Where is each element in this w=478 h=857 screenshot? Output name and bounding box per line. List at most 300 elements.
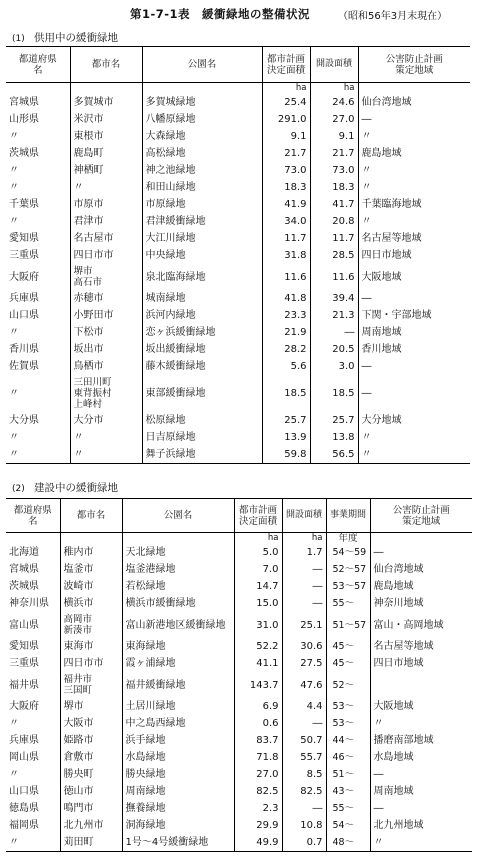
cell-park-name: 市原緑地 xyxy=(142,196,262,213)
cell-city: 東根市 xyxy=(70,128,142,145)
cell-park-name: 周南緑地 xyxy=(122,783,234,800)
cell-planned-area: 59.8 xyxy=(262,446,310,464)
cell-prefecture: 〃 xyxy=(9,182,19,193)
cell-pollution-area xyxy=(370,672,472,698)
under-construction-green-buffer-table xyxy=(6,498,472,852)
cell-opened-area: 4.4 xyxy=(282,698,326,715)
cell-opened-area: 0.7 xyxy=(282,834,326,852)
cell-planned-area: 28.2 xyxy=(262,341,310,358)
cell-planned-area: 291.0 xyxy=(262,111,310,128)
cell-prefecture: 〃 xyxy=(9,165,19,176)
cell-pollution-area: ― xyxy=(358,358,470,375)
table-row xyxy=(6,446,470,464)
header-opened-area: 開設面積 xyxy=(282,499,326,533)
section2-number: (2) xyxy=(12,484,25,494)
cell-planned-area: 143.7 xyxy=(234,672,282,698)
cell-project-period: 45～ xyxy=(326,638,370,655)
cell-pollution-area: 播磨南部地域 xyxy=(370,732,472,749)
table-row xyxy=(6,732,472,749)
cell-city: 苅田町 xyxy=(60,834,122,852)
cell-prefecture: 山形県 xyxy=(9,114,39,125)
table-row xyxy=(6,196,470,213)
cell-city: 下松市 xyxy=(70,324,142,341)
unit-planned: ha xyxy=(234,533,282,545)
table-row xyxy=(6,655,472,672)
cell-prefecture: 福井県 xyxy=(9,679,39,691)
cell-opened-area: ― xyxy=(282,595,326,612)
cell-park-name: 水島緑地 xyxy=(122,749,234,766)
cell-planned-area: 6.9 xyxy=(234,698,282,715)
cell-opened-area: 56.5 xyxy=(310,446,358,464)
cell-pollution-area: 〃 xyxy=(358,446,470,464)
cell-opened-area: 21.3 xyxy=(310,307,358,324)
cell-planned-area: 41.9 xyxy=(262,196,310,213)
header-planned-area: 都市計画決定面積 xyxy=(234,499,282,533)
cell-pollution-area: 四日市地域 xyxy=(370,655,472,672)
cell-prefecture: 北海道 xyxy=(9,547,39,558)
cell-pollution-area: 名古屋等地域 xyxy=(370,638,472,655)
cell-pollution-area: 大阪地域 xyxy=(358,264,470,290)
cell-pollution-area: ― xyxy=(358,111,470,128)
as-of-date: （昭和56年3月末現在） xyxy=(338,11,448,22)
cell-opened-area: 10.8 xyxy=(282,817,326,834)
cell-park-name: 神之池緑地 xyxy=(142,162,262,179)
cell-city: 東海市 xyxy=(60,638,122,655)
cell-park-name: 城南緑地 xyxy=(142,290,262,307)
cell-pollution-area: 仙台湾地域 xyxy=(358,94,470,111)
cell-project-period: 54～ xyxy=(326,817,370,834)
cell-prefecture: 三重県 xyxy=(9,658,39,669)
cell-opened-area: ― xyxy=(282,561,326,578)
cell-city: 〃 xyxy=(70,446,142,464)
cell-planned-area: 25.7 xyxy=(262,412,310,429)
cell-park-name: 八幡原緑地 xyxy=(142,111,262,128)
cell-project-period: 53～ xyxy=(326,715,370,732)
cell-prefecture: 千葉県 xyxy=(9,199,39,210)
cell-planned-area: 7.0 xyxy=(234,561,282,578)
table-row xyxy=(6,324,470,341)
header-park: 公園名 xyxy=(142,47,262,83)
cell-opened-area: 20.5 xyxy=(310,341,358,358)
cell-prefecture: 兵庫県 xyxy=(9,735,39,746)
cell-park-name: 和田山緑地 xyxy=(142,179,262,196)
cell-city: 波崎市 xyxy=(60,578,122,595)
cell-park-name: 大江川緑地 xyxy=(142,230,262,247)
table-row xyxy=(6,766,472,783)
cell-park-name: 松原緑地 xyxy=(142,412,262,429)
cell-pollution-area: ― xyxy=(358,290,470,307)
cell-pollution-area: 〃 xyxy=(358,429,470,446)
cell-park-name: 1号～4号緩衝緑地 xyxy=(122,834,234,852)
cell-prefecture: 香川県 xyxy=(9,344,39,355)
cell-opened-area: ― xyxy=(282,800,326,817)
cell-pollution-area: 大阪地域 xyxy=(370,698,472,715)
cell-prefecture: 兵庫県 xyxy=(9,293,39,304)
cell-planned-area: 5.0 xyxy=(234,544,282,561)
cell-planned-area: 2.3 xyxy=(234,800,282,817)
cell-planned-area: 29.9 xyxy=(234,817,282,834)
cell-opened-area: 55.7 xyxy=(282,749,326,766)
cell-prefecture: 三重県 xyxy=(9,250,39,261)
table-row xyxy=(6,358,470,375)
cell-park-name: 浜手緑地 xyxy=(122,732,234,749)
unit-row xyxy=(6,533,472,545)
header-prefecture: 都道府県名 xyxy=(6,499,60,533)
table-row xyxy=(6,817,472,834)
cell-project-period: 52～57 xyxy=(326,561,370,578)
cell-park-name: 中央緑地 xyxy=(142,247,262,264)
section1-title: 供用中の緩衝緑地 xyxy=(34,32,118,44)
table-row xyxy=(6,94,470,111)
cell-prefecture: 茨城県 xyxy=(9,148,39,159)
cell-pollution-area: 仙台湾地域 xyxy=(370,561,472,578)
cell-prefecture: 山口県 xyxy=(9,310,39,321)
cell-opened-area: 18.5 xyxy=(310,375,358,412)
cell-opened-area: ― xyxy=(282,715,326,732)
cell-planned-area: 23.3 xyxy=(262,307,310,324)
cell-project-period: 55～ xyxy=(326,595,370,612)
cell-opened-area: 82.5 xyxy=(282,783,326,800)
cell-park-name: 中之島西緑地 xyxy=(122,715,234,732)
table-title xyxy=(0,6,478,22)
cell-planned-area: 21.7 xyxy=(262,145,310,162)
section1-number: (1) xyxy=(12,34,25,44)
table-row xyxy=(6,638,472,655)
cell-city: 米沢市 xyxy=(70,111,142,128)
cell-city: 勝央町 xyxy=(60,766,122,783)
cell-park-name: 塩釜港緑地 xyxy=(122,561,234,578)
cell-planned-area: 11.7 xyxy=(262,230,310,247)
cell-planned-area: 11.6 xyxy=(262,264,310,290)
table-row xyxy=(6,290,470,307)
cell-park-name: 土居川緑地 xyxy=(122,698,234,715)
cell-prefecture: 山口県 xyxy=(9,786,39,797)
cell-opened-area: 25.7 xyxy=(310,412,358,429)
table-row xyxy=(6,412,470,429)
section2-title: 建設中の緩衝緑地 xyxy=(34,482,118,494)
cell-prefecture: 大阪府 xyxy=(9,701,39,712)
header-project-period: 事業期間 xyxy=(326,499,370,533)
cell-park-name: 君津緩衝緑地 xyxy=(142,213,262,230)
cell-prefecture: 茨城県 xyxy=(9,581,39,592)
cell-planned-area: 25.4 xyxy=(262,94,310,111)
table-row xyxy=(6,544,472,561)
section1-heading xyxy=(12,30,118,45)
cell-project-period: 54～59 xyxy=(326,544,370,561)
cell-city: 堺市 xyxy=(60,698,122,715)
cell-planned-area: 15.0 xyxy=(234,595,282,612)
cell-prefecture: 〃 xyxy=(9,131,19,142)
header-pollution-area: 公害防止計画策定地域 xyxy=(358,47,470,83)
cell-opened-area: 11.6 xyxy=(310,264,358,290)
cell-city: 稚内市 xyxy=(60,544,122,561)
table-row xyxy=(6,429,470,446)
cell-planned-area: 9.1 xyxy=(262,128,310,145)
table-title-main: 第1-7-1表 緩衝緑地の整備状況 xyxy=(130,7,311,21)
cell-project-period: 44～ xyxy=(326,732,370,749)
cell-prefecture: 神奈川県 xyxy=(9,598,49,609)
cell-city: 姫路市 xyxy=(60,732,122,749)
cell-planned-area: 18.5 xyxy=(262,375,310,412)
cell-prefecture: 〃 xyxy=(9,718,19,729)
header-planned-area: 都市計画決定面積 xyxy=(262,47,310,83)
cell-park-name: 東海緑地 xyxy=(122,638,234,655)
cell-opened-area: 18.3 xyxy=(310,179,358,196)
cell-park-name: 勝央緑地 xyxy=(122,766,234,783)
cell-planned-area: 14.7 xyxy=(234,578,282,595)
cell-city: 名古屋市 xyxy=(70,230,142,247)
cell-project-period: 46～ xyxy=(326,749,370,766)
cell-prefecture: 愛知県 xyxy=(9,641,39,652)
cell-project-period: 52～ xyxy=(326,672,370,698)
cell-pollution-area: ― xyxy=(358,375,470,412)
cell-city: 赤穂市 xyxy=(70,290,142,307)
header-opened-area: 開設面積 xyxy=(310,47,358,83)
table-row xyxy=(6,307,470,324)
cell-pollution-area: 〃 xyxy=(370,834,472,852)
cell-opened-area: 39.4 xyxy=(310,290,358,307)
cell-prefecture: 〃 xyxy=(6,834,60,852)
cell-project-period: 51～ xyxy=(326,766,370,783)
table-row xyxy=(6,111,470,128)
cell-planned-area: 73.0 xyxy=(262,162,310,179)
cell-project-period: 53～57 xyxy=(326,578,370,595)
cell-planned-area: 5.6 xyxy=(262,358,310,375)
unit-opened: ha xyxy=(282,533,326,545)
cell-city: 堺市 高石市 xyxy=(70,264,142,290)
cell-city: 三田川町 東背振村 上峰村 xyxy=(70,375,142,412)
cell-park-name: 東部緩衝緑地 xyxy=(142,375,262,412)
cell-park-name: 高松緑地 xyxy=(142,145,262,162)
cell-pollution-area: 鹿島地域 xyxy=(370,578,472,595)
cell-city: 大阪市 xyxy=(60,715,122,732)
header-city: 都市名 xyxy=(60,499,122,533)
cell-city: 北九州市 xyxy=(60,817,122,834)
cell-planned-area: 13.9 xyxy=(262,429,310,446)
cell-prefecture: 〃 xyxy=(9,216,19,227)
cell-project-period: 53～ xyxy=(326,698,370,715)
cell-planned-area: 34.0 xyxy=(262,213,310,230)
cell-opened-area: 30.6 xyxy=(282,638,326,655)
cell-project-period: 43～ xyxy=(326,783,370,800)
cell-planned-area: 52.2 xyxy=(234,638,282,655)
table-row xyxy=(6,230,470,247)
cell-park-name: 横浜市緩衝緑地 xyxy=(122,595,234,612)
table-row xyxy=(6,595,472,612)
cell-planned-area: 83.7 xyxy=(234,732,282,749)
cell-prefecture: 岡山県 xyxy=(9,752,39,763)
table-row xyxy=(6,834,472,852)
cell-opened-area: 11.7 xyxy=(310,230,358,247)
cell-city: 〃 xyxy=(70,429,142,446)
cell-prefecture: 宮城県 xyxy=(9,564,39,575)
cell-opened-area: 27.0 xyxy=(310,111,358,128)
cell-opened-area: ― xyxy=(282,578,326,595)
cell-city: 徳山市 xyxy=(60,783,122,800)
cell-park-name: 坂出緩衝緑地 xyxy=(142,341,262,358)
cell-prefecture: 福岡県 xyxy=(9,820,39,831)
cell-opened-area: 41.7 xyxy=(310,196,358,213)
cell-pollution-area: 富山・高岡地域 xyxy=(370,612,472,638)
cell-pollution-area: 名古屋等地域 xyxy=(358,230,470,247)
cell-city: 鳥栖市 xyxy=(70,358,142,375)
cell-city: 坂出市 xyxy=(70,341,142,358)
table-row xyxy=(6,715,472,732)
cell-prefecture: 〃 xyxy=(6,446,70,464)
cell-planned-area: 82.5 xyxy=(234,783,282,800)
cell-opened-area: 3.0 xyxy=(310,358,358,375)
cell-opened-area: 28.5 xyxy=(310,247,358,264)
header-park: 公園名 xyxy=(122,499,234,533)
cell-pollution-area: 千葉臨海地域 xyxy=(358,196,470,213)
cell-opened-area: 20.8 xyxy=(310,213,358,230)
table-row xyxy=(6,145,470,162)
cell-prefecture: 〃 xyxy=(9,388,19,399)
cell-park-name: 藤木緩衝緑地 xyxy=(142,358,262,375)
cell-planned-area: 21.9 xyxy=(262,324,310,341)
cell-city: 四日市市 xyxy=(60,655,122,672)
cell-city: 福井市 三国町 xyxy=(60,672,122,698)
cell-planned-area: 31.8 xyxy=(262,247,310,264)
cell-city: 鳴門市 xyxy=(60,800,122,817)
header-city: 都市名 xyxy=(70,47,142,83)
table-row xyxy=(6,128,470,145)
cell-pollution-area: 大分地域 xyxy=(358,412,470,429)
cell-pollution-area: 下関・宇部地域 xyxy=(358,307,470,324)
cell-city: 大分市 xyxy=(70,412,142,429)
cell-city: 君津市 xyxy=(70,213,142,230)
table-row xyxy=(6,578,472,595)
cell-prefecture: 佐賀県 xyxy=(9,361,39,372)
cell-opened-area: 25.1 xyxy=(282,612,326,638)
table-row xyxy=(6,375,470,412)
cell-opened-area: 50.7 xyxy=(282,732,326,749)
cell-park-name: 大森緑地 xyxy=(142,128,262,145)
cell-planned-area: 41.8 xyxy=(262,290,310,307)
cell-prefecture: 大分県 xyxy=(9,415,39,426)
cell-project-period: 45～ xyxy=(326,655,370,672)
cell-planned-area: 71.8 xyxy=(234,749,282,766)
cell-park-name: 日吉原緑地 xyxy=(142,429,262,446)
cell-park-name: 霞ヶ浦緑地 xyxy=(122,655,234,672)
table-row xyxy=(6,749,472,766)
table-row xyxy=(6,179,470,196)
cell-pollution-area: 周南地域 xyxy=(370,783,472,800)
cell-prefecture: 宮城県 xyxy=(9,97,39,108)
cell-opened-area: 21.7 xyxy=(310,145,358,162)
unit-row xyxy=(6,83,470,95)
cell-city: 四日市市 xyxy=(70,247,142,264)
cell-pollution-area: ― xyxy=(370,544,472,561)
unit-opened: ha xyxy=(310,83,358,95)
unit-planned: ha xyxy=(262,83,310,95)
cell-opened-area: 24.6 xyxy=(310,94,358,111)
cell-city: 高岡市 新湊市 xyxy=(60,612,122,638)
cell-park-name: 撫養緑地 xyxy=(122,800,234,817)
table-row xyxy=(6,162,470,179)
cell-park-name: 富山新港地区緩衝緑地 xyxy=(122,612,234,638)
unit-period: 年度 xyxy=(326,533,370,545)
cell-park-name: 多賀城緑地 xyxy=(142,94,262,111)
cell-opened-area: 27.5 xyxy=(282,655,326,672)
cell-pollution-area: 〃 xyxy=(358,128,470,145)
table-row xyxy=(6,672,472,698)
cell-planned-area: 0.6 xyxy=(234,715,282,732)
header-prefecture: 都道府県名 xyxy=(6,47,70,83)
cell-city: 〃 xyxy=(70,179,142,196)
table-row xyxy=(6,612,472,638)
cell-opened-area: 73.0 xyxy=(310,162,358,179)
cell-prefecture: 愛知県 xyxy=(9,233,39,244)
cell-pollution-area: ― xyxy=(370,766,472,783)
cell-planned-area: 18.3 xyxy=(262,179,310,196)
cell-pollution-area: 〃 xyxy=(370,715,472,732)
cell-pollution-area: 周南地域 xyxy=(358,324,470,341)
cell-park-name: 恋ヶ浜緩衝緑地 xyxy=(142,324,262,341)
cell-pollution-area: 水島地域 xyxy=(370,749,472,766)
cell-city: 塩釜市 xyxy=(60,561,122,578)
cell-opened-area: ― xyxy=(310,324,358,341)
section2-heading xyxy=(12,480,118,495)
cell-park-name: 泉北臨海緑地 xyxy=(142,264,262,290)
cell-prefecture: 大阪府 xyxy=(9,271,39,283)
cell-opened-area: 13.8 xyxy=(310,429,358,446)
table-row xyxy=(6,264,470,290)
cell-pollution-area: ― xyxy=(370,800,472,817)
cell-pollution-area: 北九州地域 xyxy=(370,817,472,834)
cell-park-name: 舞子浜緑地 xyxy=(142,446,262,464)
table-row xyxy=(6,561,472,578)
cell-prefecture: 〃 xyxy=(9,327,19,338)
table-row xyxy=(6,783,472,800)
cell-park-name: 福井緩衝緑地 xyxy=(122,672,234,698)
cell-prefecture: 〃 xyxy=(9,769,19,780)
cell-pollution-area: 〃 xyxy=(358,213,470,230)
cell-project-period: 55～ xyxy=(326,800,370,817)
cell-planned-area: 27.0 xyxy=(234,766,282,783)
cell-city: 横浜市 xyxy=(60,595,122,612)
cell-prefecture: 徳島県 xyxy=(9,803,39,814)
cell-opened-area: 9.1 xyxy=(310,128,358,145)
cell-city: 市原市 xyxy=(70,196,142,213)
table-row xyxy=(6,800,472,817)
table-row xyxy=(6,247,470,264)
cell-pollution-area: 〃 xyxy=(358,162,470,179)
cell-city: 小野田市 xyxy=(70,307,142,324)
in-service-green-buffer-table xyxy=(6,46,470,464)
cell-pollution-area: 四日市地域 xyxy=(358,247,470,264)
cell-prefecture: 富山県 xyxy=(9,619,39,631)
cell-park-name: 洞海緑地 xyxy=(122,817,234,834)
cell-park-name: 浜河内緑地 xyxy=(142,307,262,324)
cell-park-name: 若松緑地 xyxy=(122,578,234,595)
cell-opened-area: 1.7 xyxy=(282,544,326,561)
cell-planned-area: 49.9 xyxy=(234,834,282,852)
cell-prefecture: 〃 xyxy=(9,432,19,443)
cell-city: 神栖町 xyxy=(70,162,142,179)
table-row xyxy=(6,341,470,358)
cell-opened-area: 8.5 xyxy=(282,766,326,783)
cell-planned-area: 31.0 xyxy=(234,612,282,638)
cell-city: 鹿島町 xyxy=(70,145,142,162)
cell-pollution-area: 鹿島地域 xyxy=(358,145,470,162)
header-pollution-area: 公害防止計画策定地域 xyxy=(370,499,472,533)
table-row xyxy=(6,213,470,230)
cell-project-period: 51～57 xyxy=(326,612,370,638)
cell-pollution-area: 香川地域 xyxy=(358,341,470,358)
cell-opened-area: 47.6 xyxy=(282,672,326,698)
cell-project-period: 48～ xyxy=(326,834,370,852)
